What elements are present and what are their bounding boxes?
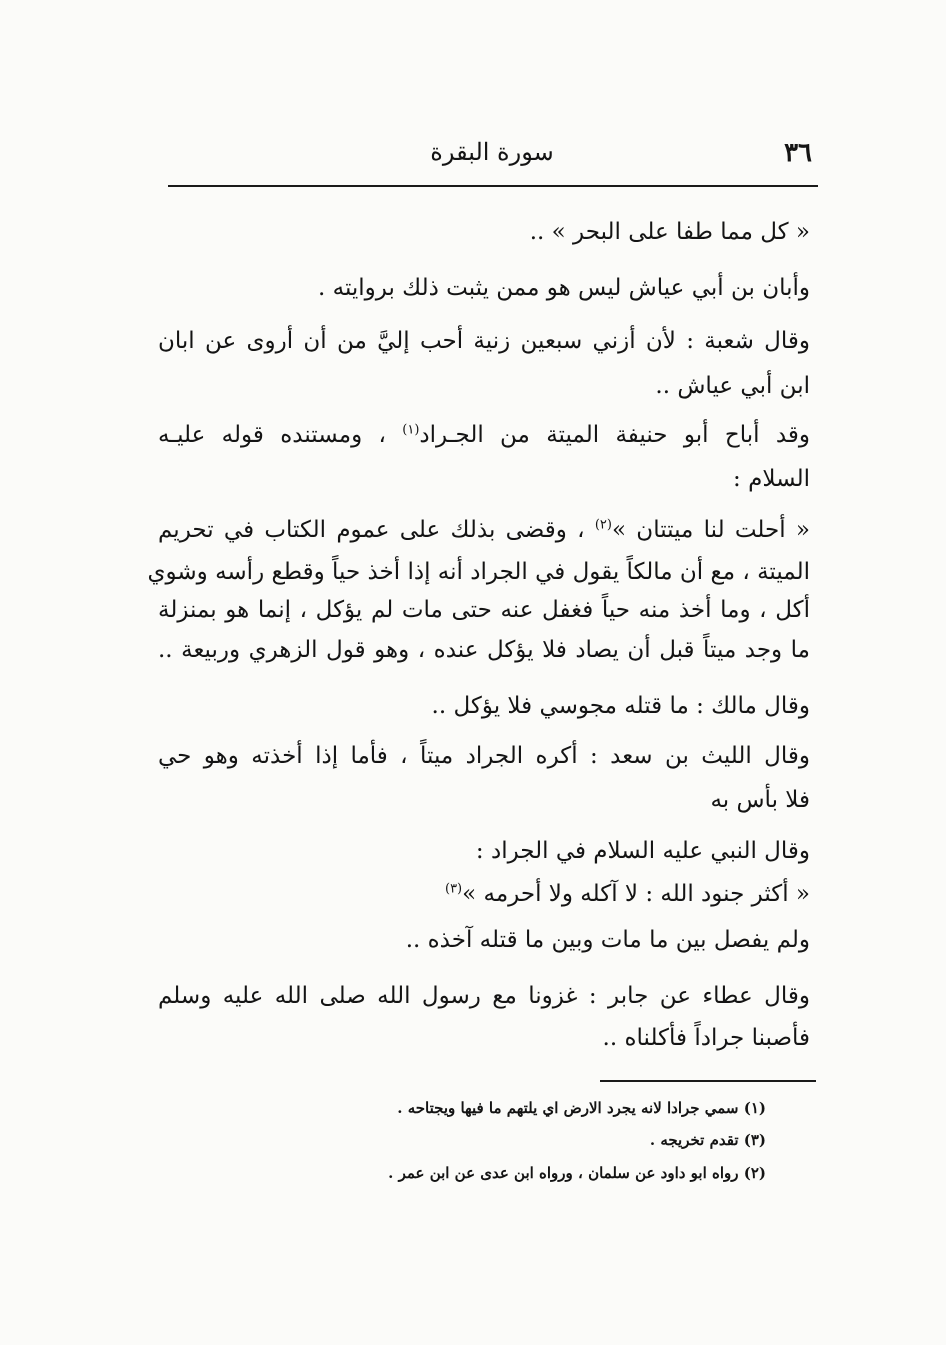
text-run: وقد أباح أبو حنيفة الميتة من الجـراد — [419, 422, 810, 448]
text-line: أكل ، وما أخذ منه حياً فغفل عنه حتى مات لم يؤكل ، إنما هو بمنزلة — [158, 597, 810, 623]
text-line: السلام : — [733, 466, 810, 492]
footnote-marker: (٣) — [444, 881, 463, 897]
text-line: « كل مما طفا على البحر » .. — [529, 219, 810, 245]
text-line: وقال عطاء عن جابر : غزونا مع رسول الله صلى الله عليه وسلم — [158, 983, 810, 1009]
text-line — [158, 417, 810, 453]
page-header — [168, 138, 816, 178]
text-line: وأبان بن أبي عياش ليس هو ممن يثبت ذلك بروايته . — [317, 275, 810, 301]
text-run: ، وقضى بذلك على عموم الكتاب في تحريم — [158, 517, 595, 543]
text-line: ولم يفصل بين ما مات وبين ما قتله آخذه .. — [405, 927, 810, 953]
text-line: وقال الليث بن سعد : أكره الجراد ميتاً ، فأما إذا أخذته وهو حي — [158, 743, 810, 769]
footnote-marker: (٢) — [594, 517, 612, 533]
text-line: ما وجد ميتاً قبل أن يصاد فلا يؤكل عنده ، وهو قول الزهري وربيعة .. — [158, 637, 810, 663]
text-line: وقال شعبة : لأن أزني سبعين زنية أحب إليَّ من أن أروى عن ابان — [158, 328, 810, 354]
footnote: (٢) رواه ابو داود عن سلمان ، ورواه ابن عدى عن ابن عمر . — [388, 1164, 766, 1182]
footnote-marker: (١) — [402, 422, 420, 438]
text-line: ابن أبي عياش .. — [655, 373, 810, 399]
text-run: « أحلت لنا ميتتان » — [611, 517, 810, 543]
text-line: الميتة ، مع أن مالكاً يقول في الجراد أنه إذا أخذ حياً وقطع رأسه وشوي — [147, 559, 810, 585]
running-title: سورة البقرة — [430, 138, 554, 166]
footnote: (٣) تقدم تخريجه . — [649, 1131, 766, 1149]
text-line: وقال مالك : ما قتله مجوسي فلا يؤكل .. — [431, 693, 810, 719]
header-rule — [168, 185, 818, 187]
text-line: فأصبنا جراداً فأكلناه .. — [602, 1025, 810, 1051]
text-line: فلا بأس به — [710, 787, 810, 813]
text-run: « أكثر جنود الله : لا آكله ولا أحرمه » — [462, 881, 810, 907]
text-line: وقال النبي عليه السلام في الجراد : — [475, 838, 810, 864]
text-run: ، ومستنده قوله عليـه — [158, 422, 403, 448]
footnote: (١) سمي جرادا لانه يجرد الارض اي يلتهم ما فيها ويجتاحه . — [397, 1099, 766, 1117]
text-line — [158, 512, 810, 548]
footnote-rule — [600, 1080, 816, 1082]
text-line — [158, 876, 810, 912]
page-number: ٣٦ — [784, 138, 812, 168]
